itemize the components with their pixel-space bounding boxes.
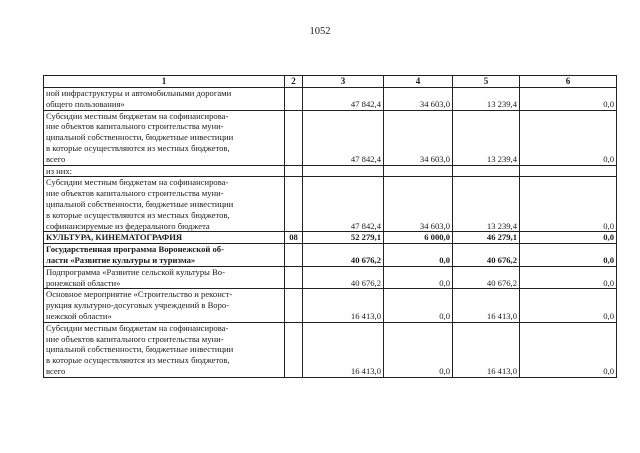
description-line: всего: [46, 365, 66, 376]
section-code-cell: [285, 289, 303, 322]
amount-total-cell: 47 842,4: [303, 110, 384, 165]
amount-col4-cell: 34 603,0: [384, 110, 453, 165]
column-header: 3: [303, 76, 384, 88]
description-line: Основное мероприятие «Строительство и реконст-: [46, 289, 233, 300]
description-line: всего: [46, 153, 66, 164]
amount-col5-cell: 46 279,1: [453, 232, 520, 244]
section-code-cell: [285, 244, 303, 267]
description-line: рукция культурно-досуговых учреждений в Воро-: [46, 300, 230, 311]
description-line: софинансируемые из федерального бюджета: [46, 220, 210, 231]
table-row: [44, 110, 617, 165]
row-description: [44, 177, 285, 232]
amount-col6-cell: 0,0: [520, 244, 617, 267]
amount-total-cell: [303, 165, 384, 177]
column-header: 5: [453, 76, 520, 88]
budget-table: [43, 75, 617, 378]
description-line: в которые осуществляются из местных бюджетов,: [46, 209, 230, 220]
column-header: 6: [520, 76, 617, 88]
section-code-cell: [285, 165, 303, 177]
table-row: [44, 232, 617, 244]
table-row: [44, 266, 617, 289]
amount-col6-cell: 0,0: [520, 289, 617, 322]
amount-col5-cell: 40 676,2: [453, 266, 520, 289]
column-header: 4: [384, 76, 453, 88]
section-code-cell: [285, 88, 303, 111]
description-line: ципальной собственности, бюджетные инвестиции: [46, 344, 234, 355]
amount-col4-cell: 34 603,0: [384, 177, 453, 232]
amount-total-cell: 47 842,4: [303, 177, 384, 232]
amount-col6-cell: [520, 165, 617, 177]
description-line: Государственная программа Воронежской об-: [46, 244, 224, 255]
description-line: ципальной собственности, бюджетные инвестиции: [46, 132, 234, 143]
row-description: [44, 165, 285, 177]
amount-col6-cell: 0,0: [520, 88, 617, 111]
amount-col6-cell: 0,0: [520, 232, 617, 244]
amount-col6-cell: 0,0: [520, 110, 617, 165]
row-description: [44, 322, 285, 377]
table-row: [44, 289, 617, 322]
section-code-cell: [285, 177, 303, 232]
row-description: [44, 232, 285, 244]
description-line: Субсидии местным бюджетам на софинансирова-: [46, 110, 229, 121]
amount-col4-cell: 0,0: [384, 244, 453, 267]
description-line: ние объектов капитального строительства муни-: [46, 121, 224, 132]
table-row: [44, 244, 617, 267]
amount-col5-cell: 16 413,0: [453, 289, 520, 322]
row-description: [44, 266, 285, 289]
amount-total-cell: 40 676,2: [303, 244, 384, 267]
description-line: нежской области»: [46, 310, 112, 321]
amount-col6-cell: 0,0: [520, 266, 617, 289]
table-row: [44, 322, 617, 377]
description-line: ние объектов капитального строительства муни-: [46, 188, 224, 199]
amount-total-cell: 16 413,0: [303, 322, 384, 377]
table-header-row: [44, 76, 617, 88]
description-line: Субсидии местным бюджетам на софинансирова-: [46, 322, 229, 333]
amount-total-cell: 47 842,4: [303, 88, 384, 111]
row-description: [44, 289, 285, 322]
section-code-cell: [285, 110, 303, 165]
row-description: [44, 88, 285, 111]
description-line: ронежской области»: [46, 277, 121, 288]
description-line: ципальной собственности, бюджетные инвестиции: [46, 198, 234, 209]
amount-total-cell: 40 676,2: [303, 266, 384, 289]
description-line: ние объектов капитального строительства муни-: [46, 333, 224, 344]
amount-col5-cell: 13 239,4: [453, 177, 520, 232]
description-line: в которые осуществляются из местных бюджетов,: [46, 142, 230, 153]
row-description: [44, 244, 285, 267]
amount-col4-cell: 0,0: [384, 289, 453, 322]
amount-col5-cell: 40 676,2: [453, 244, 520, 267]
table-row: [44, 165, 617, 177]
section-code-cell: [285, 322, 303, 377]
description-line: из них:: [46, 165, 73, 176]
page-number: 1052: [309, 26, 331, 37]
amount-col6-cell: 0,0: [520, 177, 617, 232]
table-body: [44, 88, 617, 378]
amount-col4-cell: 6 000,0: [384, 232, 453, 244]
description-line: ной инфраструктуры и автомобильными дорогами: [46, 88, 232, 98]
amount-col6-cell: 0,0: [520, 322, 617, 377]
amount-col4-cell: [384, 165, 453, 177]
amount-col4-cell: 0,0: [384, 322, 453, 377]
amount-col5-cell: 13 239,4: [453, 110, 520, 165]
amount-col4-cell: 34 603,0: [384, 88, 453, 111]
amount-col5-cell: 13 239,4: [453, 88, 520, 111]
amount-total-cell: 52 279,1: [303, 232, 384, 244]
column-header: 1: [44, 76, 285, 88]
amount-col4-cell: 0,0: [384, 266, 453, 289]
description-line: КУЛЬТУРА, КИНЕМАТОГРАФИЯ: [46, 232, 183, 243]
column-header: 2: [285, 76, 303, 88]
description-line: в которые осуществляются из местных бюджетов,: [46, 355, 230, 366]
description-line: Субсидии местным бюджетам на софинансирова-: [46, 177, 229, 188]
amount-col5-cell: [453, 165, 520, 177]
amount-col5-cell: 16 413,0: [453, 322, 520, 377]
table-row: [44, 177, 617, 232]
amount-total-cell: 16 413,0: [303, 289, 384, 322]
section-code-cell: [285, 266, 303, 289]
row-description: [44, 110, 285, 165]
section-code-cell: 08: [285, 232, 303, 244]
description-line: общего пользования»: [46, 98, 125, 109]
table-row: [44, 88, 617, 111]
description-line: ласти «Развитие культуры и туризма»: [46, 254, 196, 265]
description-line: Подпрограмма «Развитие сельской культуры Во-: [46, 266, 225, 277]
